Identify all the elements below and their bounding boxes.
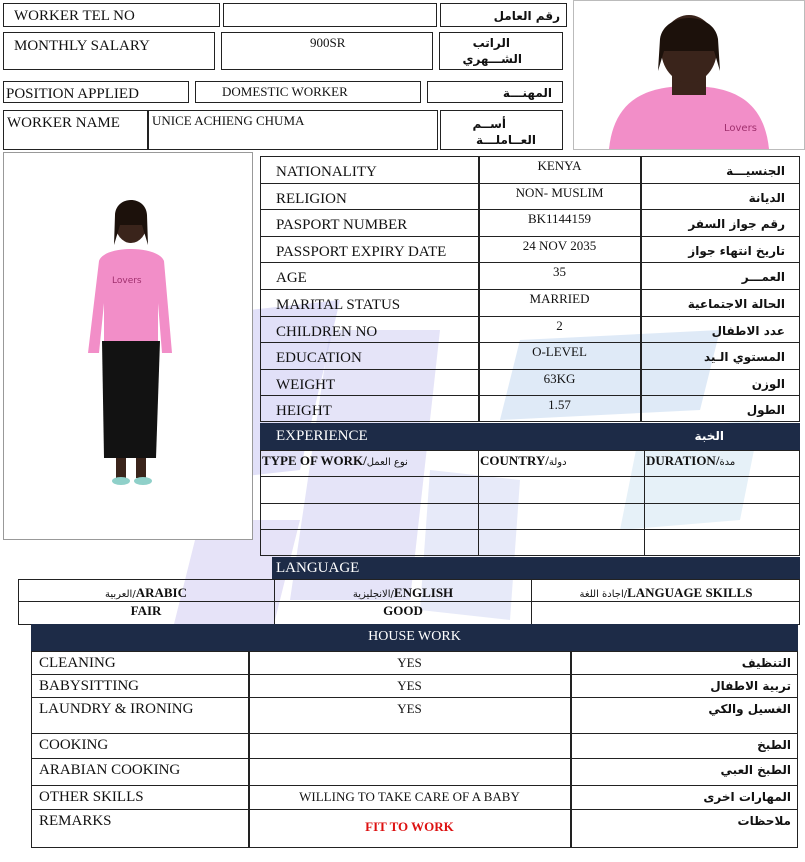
housework-label: REMARKS: [39, 813, 112, 829]
lang-arabic-en: ARABIC: [135, 585, 187, 600]
lang-skills-head: [532, 584, 800, 602]
detail-value: 35: [553, 264, 566, 280]
housework-title: HOUSE WORK: [368, 629, 461, 644]
tel-arabic: رقم العامل: [493, 9, 560, 23]
detail-value: NON- MUSLIM: [515, 184, 604, 200]
svg-text:Lovers: Lovers: [724, 123, 757, 134]
detail-value: O-LEVEL: [532, 344, 587, 360]
language-title: LANGUAGE: [276, 560, 360, 576]
housework-value: YES: [397, 655, 422, 670]
detail-label: EDUCATION: [276, 350, 362, 367]
salary-label-cell: [3, 32, 215, 70]
lang-english-ar: الانجليزية/: [352, 589, 394, 600]
detail-label: NATIONALITY: [276, 164, 377, 180]
housework-value: YES: [397, 701, 422, 716]
detail-label-arabic: تاريخ انتهاء جواز: [688, 243, 785, 258]
detail-label-arabic: الوزن: [751, 376, 785, 391]
salary-value-cell: [221, 32, 433, 70]
exp-col-country-ar: دولة: [548, 457, 567, 468]
name-value-cell: [148, 110, 438, 150]
lang-english-head: [275, 584, 531, 602]
name-label-cell: [3, 110, 148, 150]
lang-english-en: ENGLISH: [393, 585, 454, 600]
name-arabic-2: العــاملـــة: [475, 133, 536, 147]
housework-label: LAUNDRY & IRONING: [39, 701, 194, 717]
position-arabic: المهنـــة: [502, 86, 552, 100]
detail-label: MARITAL STATUS: [276, 297, 401, 313]
tel-arabic-cell: [440, 3, 567, 27]
housework-label: ARABIAN COOKING: [39, 762, 181, 778]
full-body-photo: [3, 152, 253, 540]
experience-title-arabic: الخبة: [694, 429, 724, 443]
lang-arabic-ar: العربية/: [104, 589, 136, 600]
salary-arabic-2: الشـــهري: [462, 52, 522, 66]
position-arabic-cell: [427, 81, 563, 103]
housework-value: WILLING TO TAKE CARE OF A BABY: [299, 789, 520, 804]
housework-header: [31, 624, 798, 651]
housework-label-arabic: الطبخ العبي: [720, 763, 791, 777]
detail-label: HEIGHT: [276, 403, 332, 420]
housework-value: YES: [397, 678, 422, 693]
exp-col-type-ar: نوع العمل: [366, 457, 408, 468]
name-arabic-cell: [440, 110, 563, 150]
housework-label-arabic: الطبخ: [757, 738, 791, 752]
lang-english-level: GOOD: [383, 603, 423, 618]
detail-label: RELIGION: [276, 190, 347, 207]
experience-title: EXPERIENCE: [276, 428, 368, 444]
detail-value: 2: [556, 317, 563, 333]
detail-label-arabic: عدد الاطفال: [711, 323, 785, 338]
detail-value: KENYA: [537, 158, 582, 173]
detail-value: 24 NOV 2035: [522, 237, 597, 253]
name-arabic-1: أســم: [472, 117, 506, 131]
detail-value: 63KG: [543, 370, 576, 386]
detail-value: 1.57: [548, 397, 571, 413]
position-label-cell: [3, 81, 189, 103]
svg-text:Lovers: Lovers: [112, 276, 142, 286]
housework-label-arabic: الغسيل والكي: [708, 702, 791, 716]
salary-arabic-cell: [439, 32, 563, 70]
detail-label: CHILDREN NO: [276, 323, 378, 340]
remarks-value: FIT TO WORK: [365, 819, 454, 834]
lang-skills-en: LANGUAGE SKILLS: [627, 585, 753, 600]
housework-label-arabic: التنظيف: [741, 656, 791, 670]
detail-label-arabic: رقم جواز السفر: [688, 217, 785, 232]
salary-arabic-1: الراتب: [472, 36, 510, 50]
position-label: POSITION APPLIED: [6, 86, 139, 102]
detail-label-arabic: المستوي الـيد: [703, 350, 785, 365]
lang-arabic-level: FAIR: [130, 603, 162, 618]
detail-label-arabic: العمـــر: [741, 270, 785, 285]
detail-label-arabic: الديانة: [748, 190, 785, 205]
housework-label: OTHER SKILLS: [39, 789, 144, 805]
housework-label-arabic: ملاحظات: [737, 814, 791, 828]
detail-label-arabic: الجنسيـــة: [726, 164, 785, 178]
housework-label-arabic: تربية الاطفال: [710, 679, 791, 693]
salary-label: MONTHLY SALARY: [14, 38, 150, 54]
housework-label: BABYSITTING: [39, 678, 139, 694]
detail-value: MARRIED: [529, 291, 590, 306]
experience-header: [260, 423, 800, 450]
exp-col-type-en: TYPE OF WORK/: [262, 453, 367, 468]
exp-col-duration-en: DURATION/: [646, 453, 720, 468]
housework-label: COOKING: [39, 737, 109, 753]
tel-label-cell: [3, 3, 220, 27]
full-body-photo-image: [4, 153, 252, 539]
lang-arabic-head: [18, 584, 274, 602]
salary-value: 900SR: [310, 35, 346, 50]
exp-col-country: [480, 452, 567, 470]
exp-col-duration: [646, 452, 735, 470]
language-header: [272, 557, 800, 579]
passport-photo: [573, 0, 805, 150]
name-label: WORKER NAME: [7, 115, 120, 131]
exp-col-country-en: COUNTRY/: [480, 453, 549, 468]
detail-label: AGE: [276, 270, 307, 287]
position-value-cell: [195, 81, 421, 103]
passport-photo-image: [574, 1, 804, 149]
lang-skills-ar: اجادة اللغة/: [579, 589, 628, 600]
position-value: DOMESTIC WORKER: [222, 84, 348, 99]
tel-value-cell: [223, 3, 437, 27]
housework-label: CLEANING: [39, 655, 116, 671]
detail-label: WEIGHT: [276, 376, 336, 393]
detail-label: PASPORT NUMBER: [276, 217, 408, 234]
detail-value: BK1144159: [527, 211, 592, 227]
exp-col-type: [262, 452, 408, 470]
detail-label-arabic: الحالة الاجتماعية: [687, 297, 785, 311]
exp-col-duration-ar: مدة: [719, 457, 736, 468]
name-value: UNICE ACHIENG CHUMA: [152, 113, 305, 128]
detail-label-arabic: الطول: [746, 403, 785, 418]
tel-label: WORKER TEL NO: [14, 8, 135, 24]
detail-label: PASSPORT EXPIRY DATE: [276, 243, 447, 260]
housework-label-arabic: المهارات اخرى: [703, 790, 791, 804]
